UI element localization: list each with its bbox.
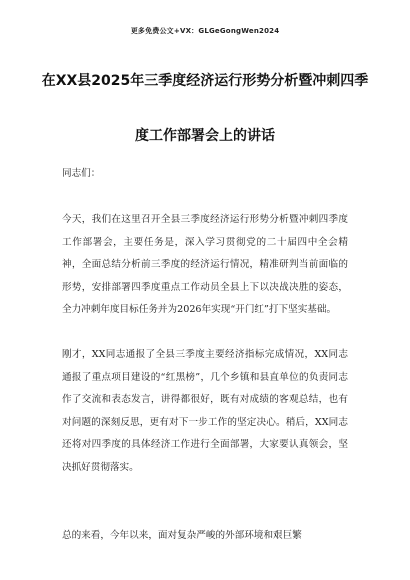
header-note: 更多免费公文+VX：GLGeGongWen2024 — [130, 27, 280, 35]
document-title-line-2: 度工作部署会上的讲话 — [135, 128, 275, 144]
paragraph-3: 总的来看，今年以来，面对复杂严峻的外部环境和艰巨繁 — [62, 530, 302, 541]
paragraph-2: 刚才，XX同志通报了全县三季度主要经济指标完成情况，XX同志通报了重点项目建设的“红黑榜”，几个乡镇和县直单位的负责同志作了交流和表态发言，讲得都很好，既有对成绩的客观总结，也有对问题的深刻反思，更有对下一步工作的坚定决心。稍后，XX同志还将对四季度的具体经济工作进行全面部署，大家要认真领会，坚决抓好贯彻落实。 — [62, 349, 348, 473]
paragraph-1: 今天，我们在这里召开全县三季度经济运行形势分析暨冲刺四季度工作部署会，主要任务是，深入学习贯彻党的二十届四中全会精神，全面总结分析前三季度的经济运行情况，精准研判当前面临的形势，安排部署四季度重点工作动员全县上下以决战决胜的姿态，全力冲刺年度目标任务并为2026年实现“开门红”打下坚实基础。 — [62, 214, 348, 315]
document-title-line-1: 在XX县2025年三季度经济运行形势分析暨冲刺四季 — [41, 73, 369, 89]
salutation: 同志们： — [62, 168, 101, 179]
